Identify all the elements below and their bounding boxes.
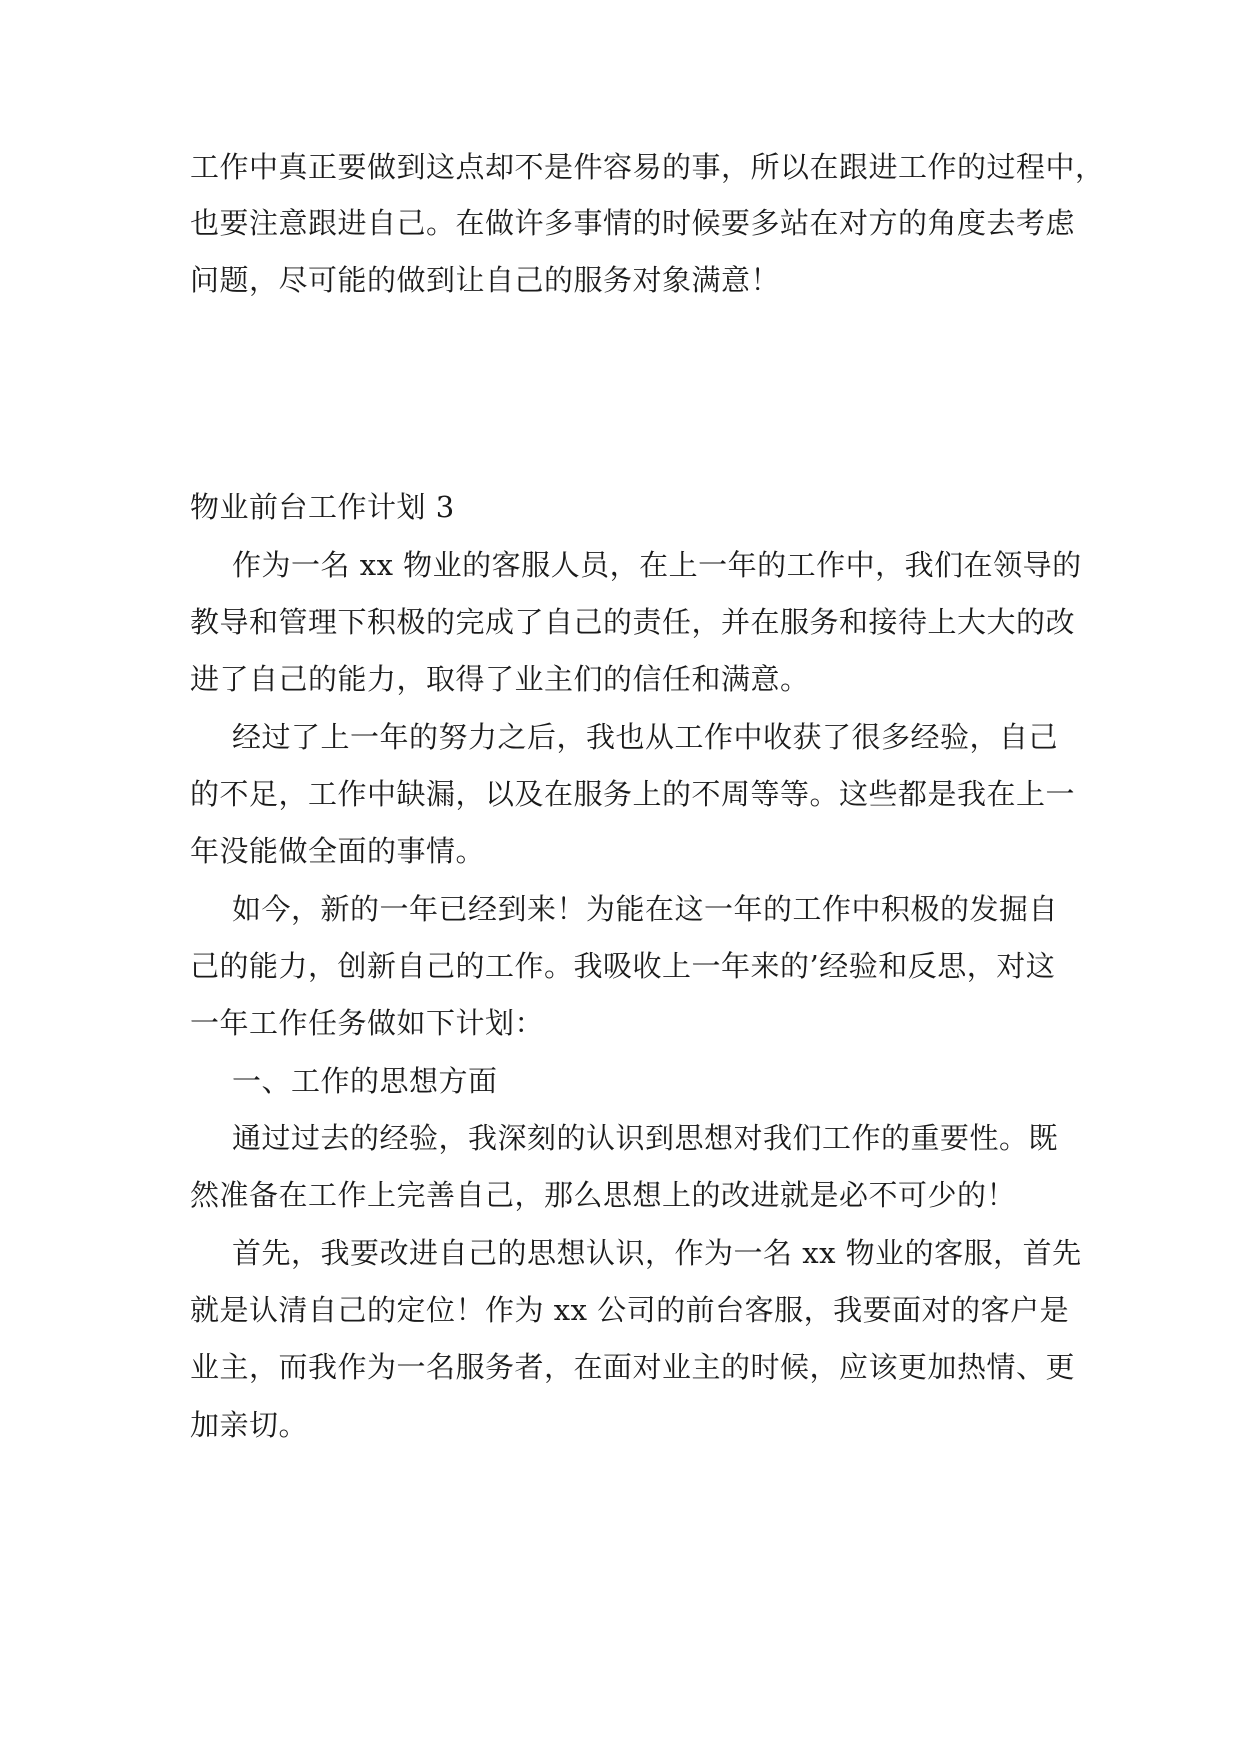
paragraph-line: 就是认清自己的定位！作为 xx 公司的前台客服，我要面对的客户是 [190,1293,1070,1327]
intro-line: 也要注意跟进自己。在做许多事情的时候要多站在对方的角度去考虑 [190,206,1076,240]
paragraph-line: 作为一名 xx 物业的客服人员，在上一年的工作中，我们在领导的 [232,548,1082,582]
paragraph-line: 加亲切。 [190,1408,309,1442]
paragraph-line: 通过过去的经验，我深刻的认识到思想对我们工作的重要性。既 [232,1121,1059,1155]
paragraph-line: 己的能力，创新自己的工作。我吸收上一年来的’经验和反思，对这 [190,949,1056,983]
paragraph-line: 经过了上一年的努力之后，我也从工作中收获了很多经验，自己 [232,720,1059,754]
paragraph-line: 教导和管理下积极的完成了自己的责任，并在服务和接待上大大的改 [190,605,1076,639]
paragraph-line: 首先，我要改进自己的思想认识，作为一名 xx 物业的客服，首先 [232,1236,1082,1270]
intro-line: 问题，尽可能的做到让自己的服务对象满意！ [190,263,781,297]
paragraph-line: 进了自己的能力，取得了业主们的信任和满意。 [190,662,810,696]
intro-line: 工作中真正要做到这点却不是件容易的事，所以在跟进工作的过程中， [190,150,1105,184]
subheading: 一、工作的思想方面 [232,1064,498,1098]
section-title: 物业前台工作计划 3 [190,490,455,524]
paragraph-line: 业主，而我作为一名服务者，在面对业主的时候，应该更加热情、更 [190,1350,1076,1384]
paragraph-line: 年没能做全面的事情。 [190,834,486,868]
paragraph-line: 的不足，工作中缺漏，以及在服务上的不周等等。这些都是我在上一 [190,777,1076,811]
paragraph-line: 然准备在工作上完善自己，那么思想上的改进就是必不可少的！ [190,1178,1017,1212]
paragraph-line: 如今，新的一年已经到来！为能在这一年的工作中积极的发掘自 [232,892,1059,926]
paragraph-line: 一年工作任务做如下计划： [190,1006,545,1040]
